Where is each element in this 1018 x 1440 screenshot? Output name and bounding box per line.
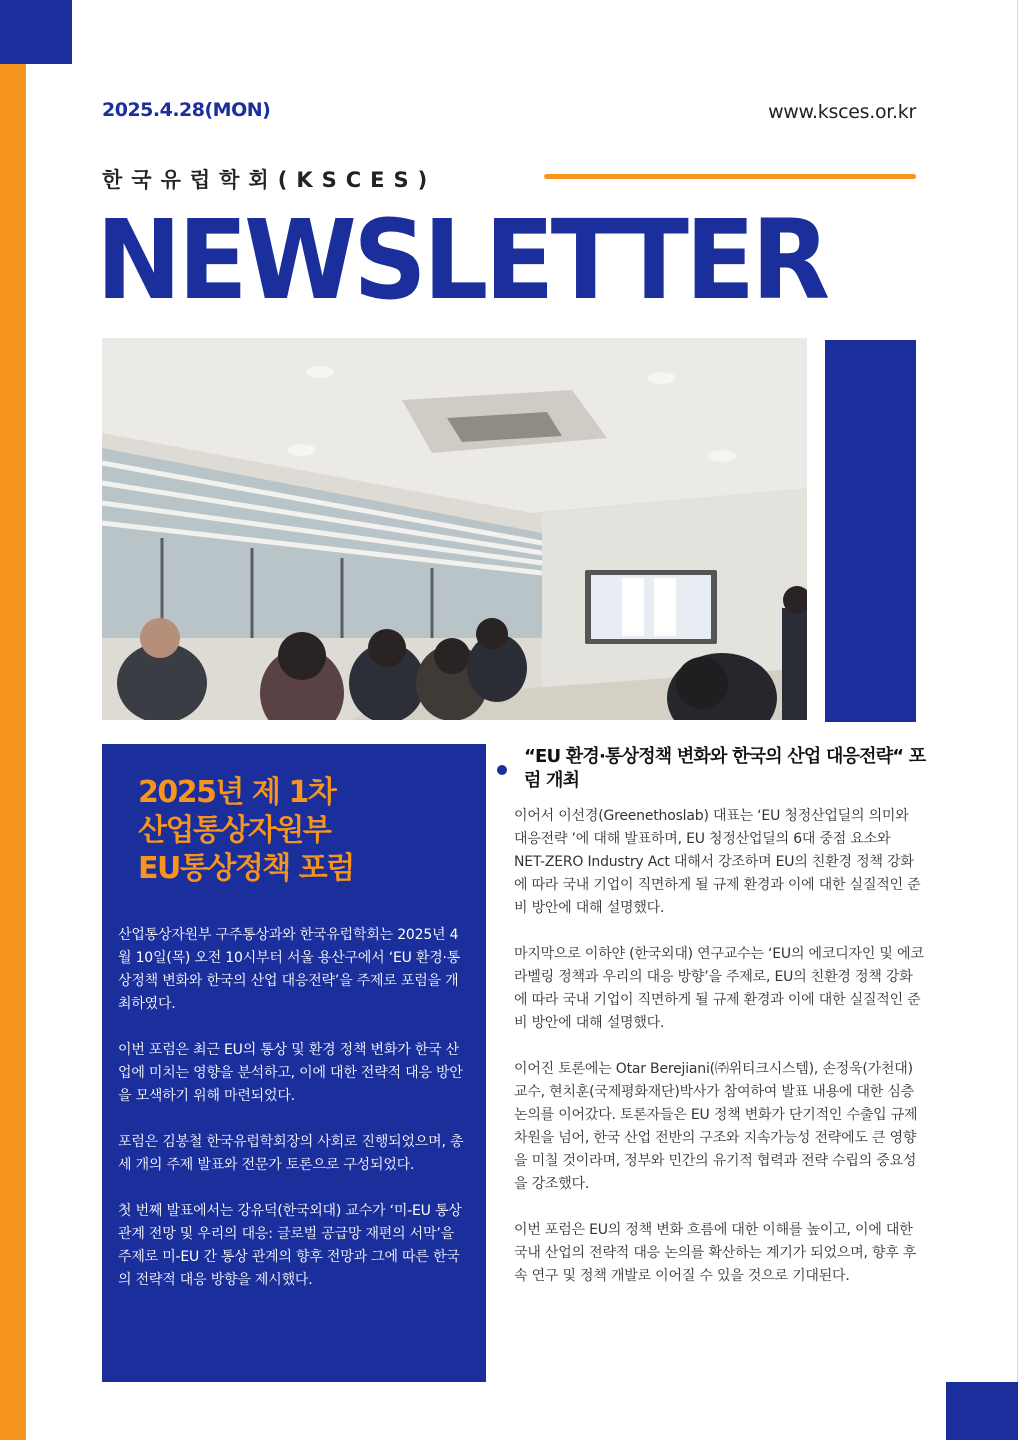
forum-photo-illustration xyxy=(102,338,807,720)
panel-title-line: EU통상정책 포럼 xyxy=(138,851,354,886)
decorative-blue-bar xyxy=(825,340,916,722)
panel-paragraph: 포럼은 김봉철 한국유럽학회장의 사회로 진행되었으며, 총 세 개의 주제 발표와 전문가 토론으로 구성되었다. xyxy=(118,1134,464,1173)
forum-photo xyxy=(102,338,807,720)
panel-paragraph: 산업통상자원부 구주통상과와 한국유럽학회는 2025년 4월 10일(목) 오전 10시부터 서울 용산구에서 ‘EU 환경·통상정책 변화와 한국의 산업 대응전략’을 주제로 포럼을 개최하였다. xyxy=(118,927,461,1012)
panel-paragraph: 첫 번째 발표에서는 강유덕(한국외대) 교수가 ‘미-EU 통상 관계 전망 및 우리의 대응: 글로벌 공급망 재편의 서막’을 주제로 미-EU 간 통상 관계의 향후 전망과 그에 따른 한국의 전략적 대응 방향을 제시했다. xyxy=(118,1203,462,1288)
masthead-title: NEWSLETTER xyxy=(96,196,827,324)
issue-date: 2025.4.28(MON) xyxy=(102,99,271,121)
panel-title-line: 2025년 제 1차 xyxy=(138,775,336,810)
panel-title xyxy=(138,774,458,888)
left-accent-stripe xyxy=(0,64,26,1440)
article-paragraph: 마지막으로 이하얀 (한국외대) 연구교수는 ‘EU의 에코디자인 및 에코라벨링 정책과 우리의 대응 방향’을 주제로, EU의 친환경 정책 강화에 따라 국내 기업이 직면하게 될 규제 환경과 이에 대한 실질적인 준비 방안에 대해 설명했다. xyxy=(514,946,924,1031)
panel-body xyxy=(118,924,470,1315)
panel-paragraph: 이번 포럼은 최근 EU의 통상 및 환경 정책 변화가 한국 산업에 미치는 영향을 분석하고, 이에 대한 전략적 대응 방안을 모색하기 위해 마련되었다. xyxy=(118,1042,463,1104)
article-paragraph: 이번 포럼은 EU의 정책 변화 흐름에 대한 이해를 높이고, 이에 대한 국내 산업의 전략적 대응 논의를 확산하는 계기가 되었으며, 향후 후속 연구 및 정책 개발로 이어질 수 있을 것으로 기대된다. xyxy=(514,1222,917,1284)
article-title: “EU 환경·통상정책 변화와 한국의 산업 대응전략“ 포럼 개최 xyxy=(524,746,926,791)
article-paragraph: 이어서 이선경(Greenethoslab) 대표는 ‘EU 청정산업딜의 의미와 대응전략 ’에 대해 발표하며, EU 청정산업딜의 6대 중점 요소와 NET-ZERO Industry Act 대해서 강조하며 EU의 친환경 정책 강화에 따라 국내 기업이 직면하게 될 규제 환경과 이에 대한 실질적인 준비 방안에 대해 설명했다. xyxy=(514,808,921,916)
website-link[interactable]: www.ksces.or.kr xyxy=(768,101,916,123)
corner-block-top-left xyxy=(0,0,72,64)
article-paragraph: 이어진 토론에는 Otar Berejiani(㈜위티크시스템), 손정욱(가천대)교수, 현치훈(국제평화재단)박사가 참여하여 발표 내용에 대한 심층 논의를 이어갔다. 토론자들은 EU 정책 변화가 단기적인 수출입 규제 차원을 넘어, 한국 산업 전반의 구조와 지속가능성 전략에도 큰 영향을 미칠 것이라며, 정부와 민간의 유기적 협력과 전략 수립의 중요성을 강조했다. xyxy=(514,1061,918,1192)
forum-summary-panel xyxy=(102,744,486,1382)
corner-block-bottom-right xyxy=(946,1382,1018,1440)
article-body xyxy=(514,805,924,1311)
organization-name: 한국유럽학회(KSCES) xyxy=(102,168,437,192)
bullet-dot-icon xyxy=(497,765,507,775)
panel-title-line: 산업통상자원부 xyxy=(138,813,331,848)
header-divider xyxy=(544,174,916,179)
